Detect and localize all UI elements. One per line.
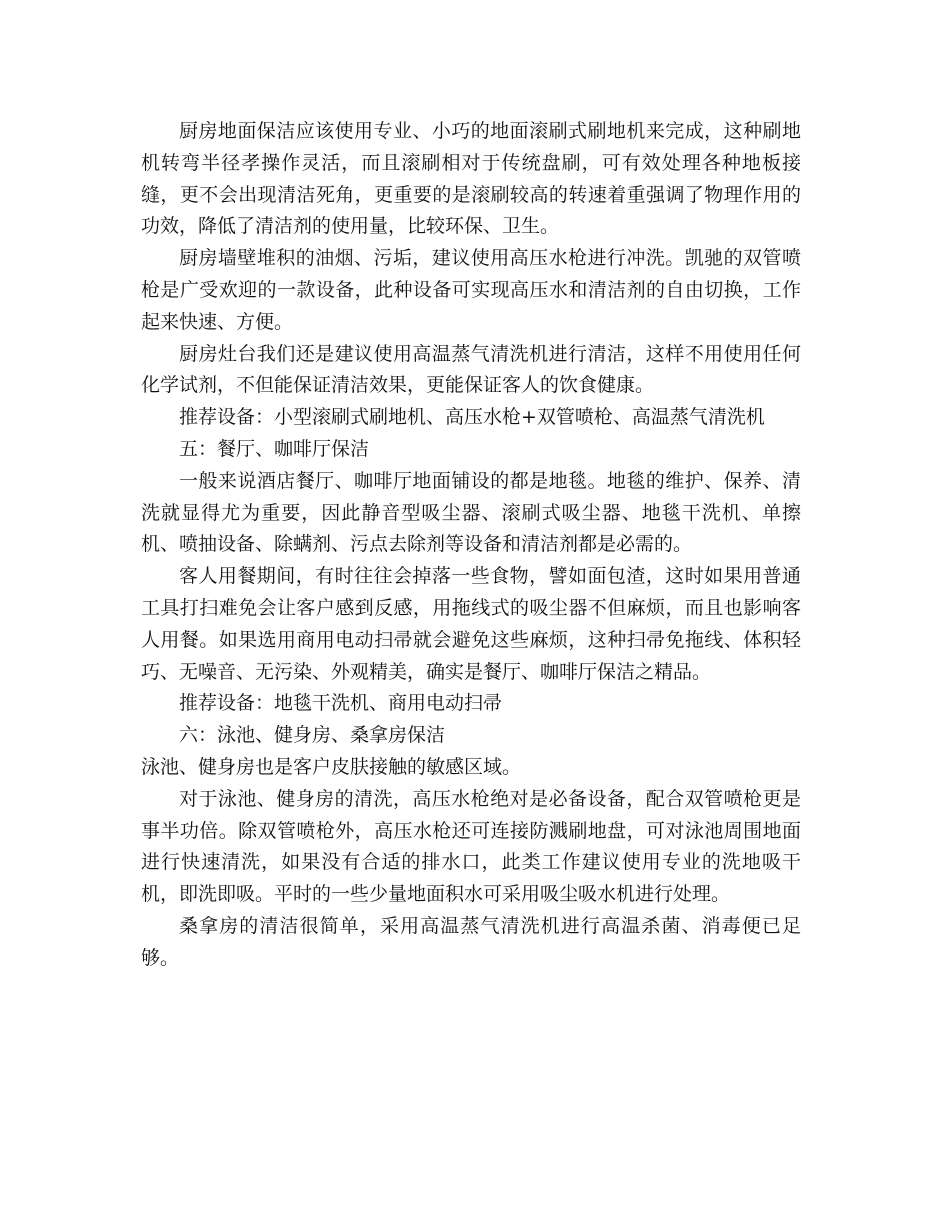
paragraph-restaurant-sweeper: 客人用餐期间，有时往往会掉落一些食物，譬如面包渣，这时如果用普通工具打扫难免会让客户感到反感，用拖线式的吸尘器不但麻烦，而且也影响客人用餐。如果选用商用电动扫帚就会避免这些麻烦，这种扫帚免拖线、体积轻巧、无噪音、无污染、外观精美，确实是餐厅、咖啡厅保洁之精品。 [141,565,801,683]
section-heading-pool: 六：泳池、健身房、桑拿房保洁 [179,724,446,747]
paragraph-kitchen-stove: 厨房灶台我们还是建议使用高温蒸气清洗机进行清洁，这样不用使用任何化学试剂，不但能保证清洁效果，更能保证客人的饮食健康。 [141,342,801,397]
document-body [141,116,801,975]
section-heading-restaurant: 五：餐厅、咖啡厅保洁 [179,437,370,460]
paragraph-pool-intro: 泳池、健身房也是客户皮肤接触的敏感区域。 [141,755,522,778]
paragraph-restaurant-carpet: 一般来说酒店餐厅、咖啡厅地面铺设的都是地毯。地毯的维护、保养、清洗就显得尤为重要，因此静音型吸尘器、滚刷式吸尘器、地毯干洗机、单擦机、喷抽设备、除螨剂、污点去除剂等设备和清洁剂都是必需的。 [141,469,801,556]
paragraph-kitchen-wall: 厨房墙壁堆积的油烟、污垢，建议使用高压水枪进行冲洗。凯驰的双管喷枪是广受欢迎的一款设备，此种设备可实现高压水和清洁剂的自由切换，工作起来快速、方便。 [141,247,801,333]
paragraph-sauna-cleaning: 桑拿房的清洁很简单，采用高温蒸气清洗机进行高温杀菌、消毒便已足够。 [141,914,801,969]
paragraph-pool-cleaning: 对于泳池、健身房的清洗，高压水枪绝对是必备设备，配合双管喷枪更是事半功倍。除双管喷枪外，高压水枪还可连接防溅刷地盘，可对泳池周围地面进行快速清洗，如果没有合适的排水口，此类工作建议使用专业的洗地吸干机，即洗即吸。平时的一些少量地面积水可采用吸尘吸水机进行处理。 [141,787,801,906]
paragraph-restaurant-recommended: 推荐设备：地毯干洗机、商用电动扫帚 [179,692,503,715]
paragraph-kitchen-recommended: 推荐设备：小型滚刷式刷地机、高压水枪+双管喷枪、高温蒸气清洗机 [179,406,765,429]
paragraph-kitchen-floor: 厨房地面保洁应该使用专业、小巧的地面滚刷式刷地机来完成，这种刷地机转弯半径孝操作灵活，而且滚刷相对于传统盘刷，可有效处理各种地板接缝，更不会出现清洁死角，更重要的是滚刷较高的转速着重强调了物理作用的功效，降低了清洁剂的使用量，比较环保、卫生。 [141,120,801,238]
